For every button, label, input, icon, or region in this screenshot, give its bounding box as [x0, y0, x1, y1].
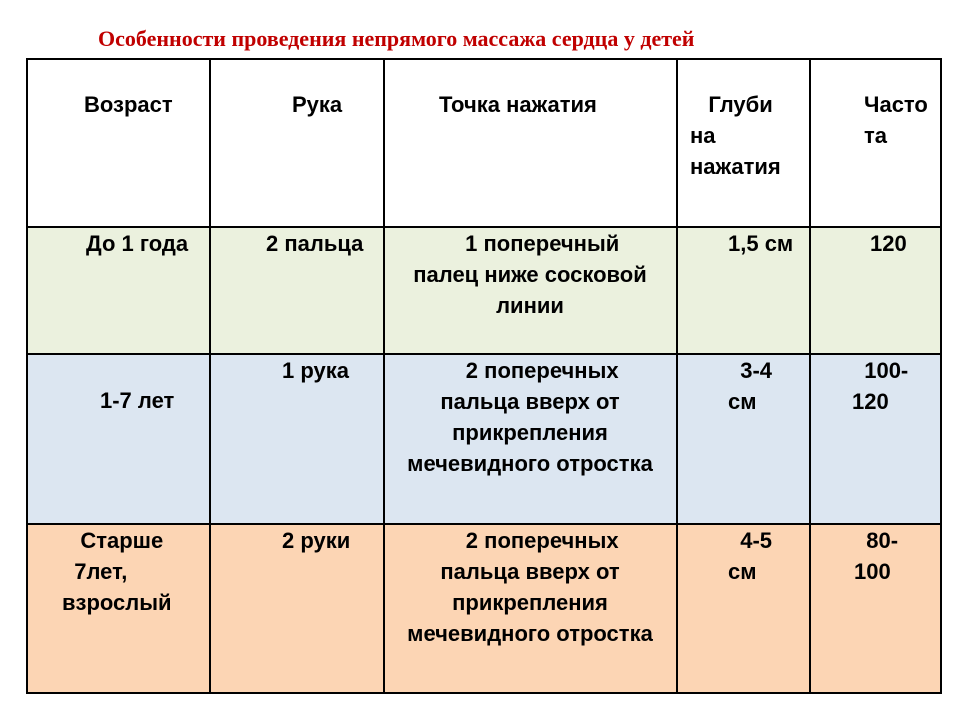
cpr-table [26, 58, 942, 694]
cell-age: 1-7 лет [100, 388, 175, 413]
column-divider [209, 60, 211, 692]
cell-depth: 3-4 см [728, 358, 773, 414]
cell-age: Старше 7лет, взрослый [62, 528, 172, 615]
cell-point: 2 поперечных пальца вверх от прикрепления мечевидного отростка [407, 528, 653, 646]
header-depth: Глуби на нажатия [690, 92, 781, 179]
cell-depth: 4-5 см [728, 528, 773, 584]
cell-point: 2 поперечных пальца вверх от прикрепления мечевидного отростка [407, 358, 653, 476]
header-point: Точка нажатия [439, 92, 597, 117]
page-title: Особенности проведения непрямого массажа сердца у детей [98, 26, 695, 51]
header-rate: Часто та [864, 92, 928, 148]
cell-rate: 100- 120 [852, 358, 909, 414]
header-hand: Рука [292, 92, 343, 117]
column-divider [676, 60, 678, 692]
cell-point: 1 поперечный палец ниже сосковой линии [413, 231, 647, 318]
column-divider [809, 60, 811, 692]
header-age: Возраст [84, 92, 173, 117]
cell-hand: 1 рука [282, 358, 349, 383]
cell-hand: 2 руки [282, 528, 351, 553]
cell-depth: 1,5 см [728, 231, 794, 256]
cell-age: До 1 года [86, 231, 189, 256]
cell-rate: 80- 100 [854, 528, 899, 584]
table-header-row [28, 60, 940, 228]
cell-hand: 2 пальца [266, 231, 364, 256]
cell-rate: 120 [870, 231, 907, 256]
